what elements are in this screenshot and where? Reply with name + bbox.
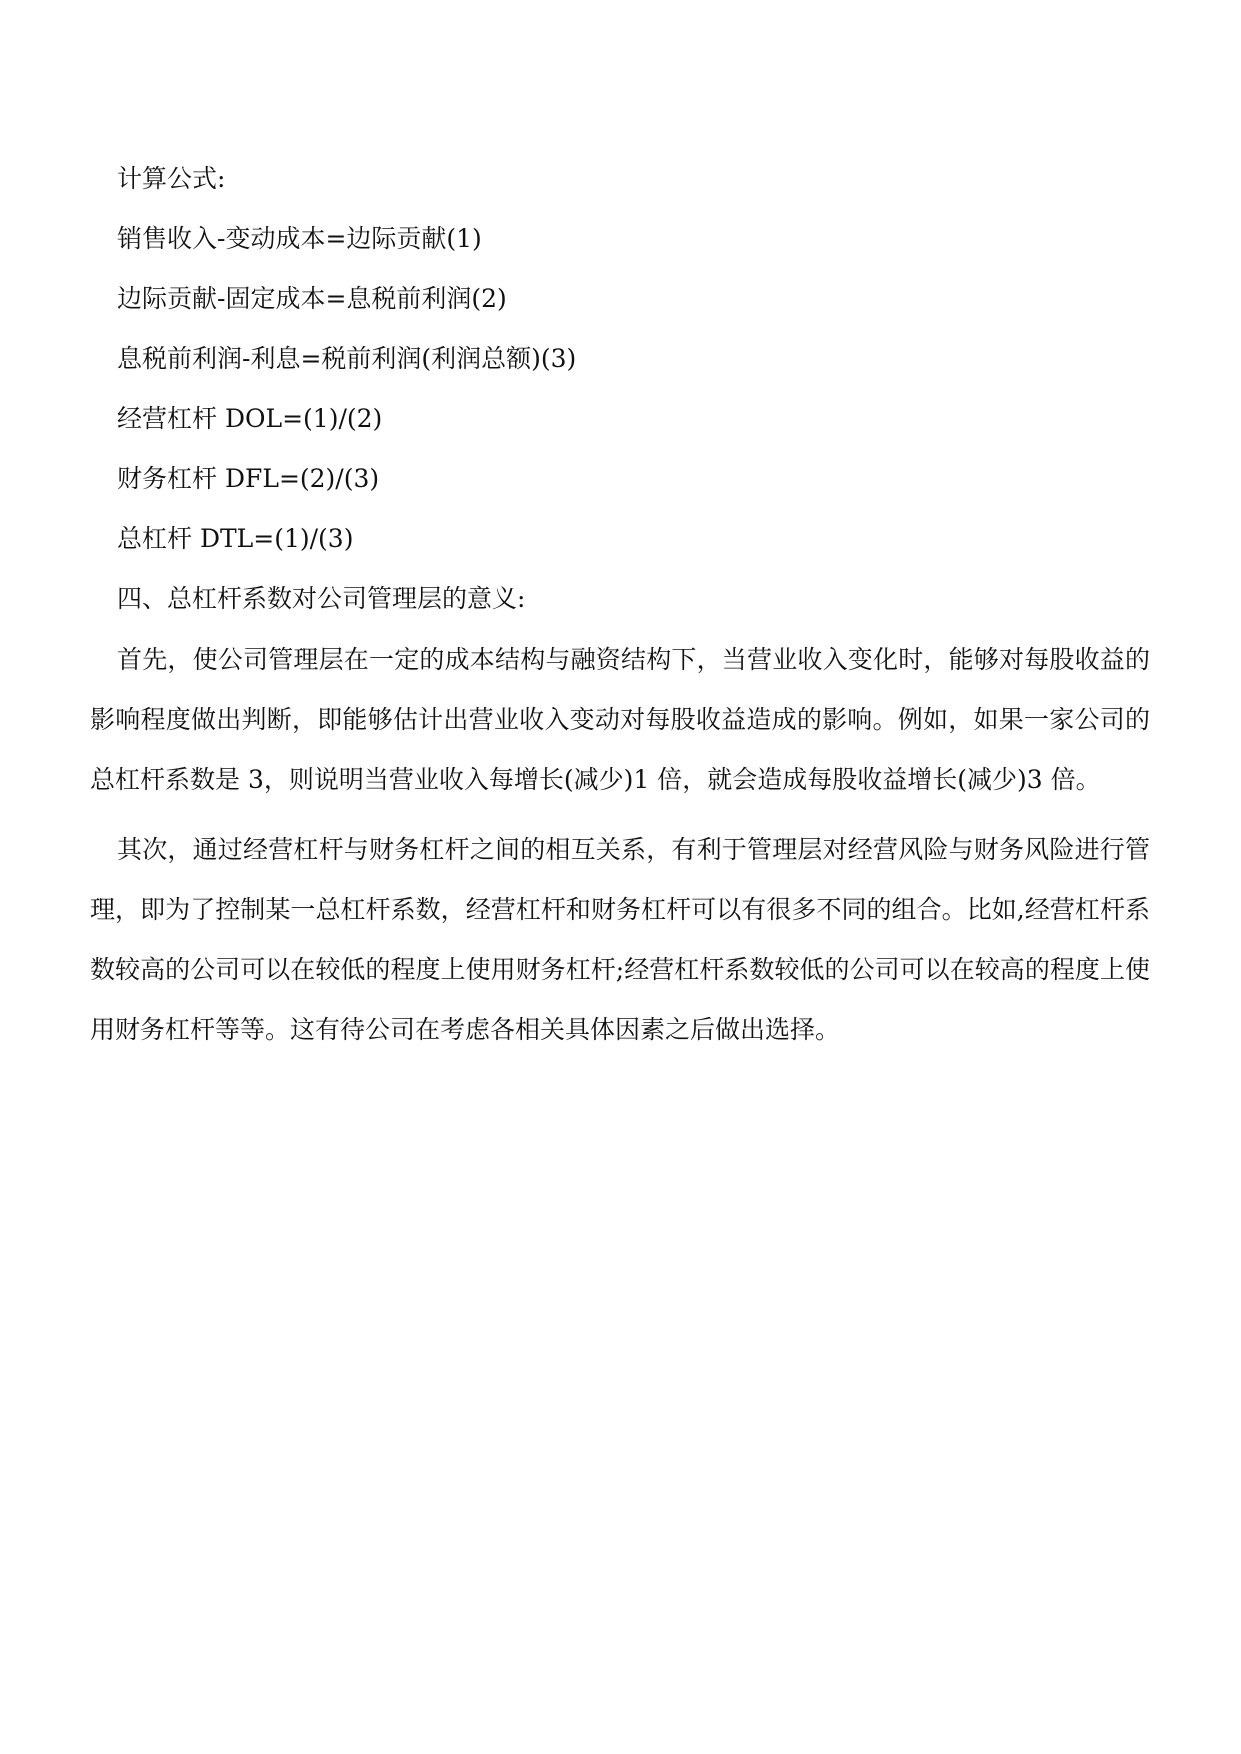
formula-line-dol: 经营杠杆 DOL=(1)/(2) bbox=[117, 404, 383, 433]
formula-line-pretax-profit: 息税前利润-利息=税前利润(利润总额)(3) bbox=[117, 344, 577, 373]
formula-line-dfl: 财务杠杆 DFL=(2)/(3) bbox=[117, 464, 380, 493]
formula-line-contribution-margin: 销售收入-变动成本=边际贡献(1) bbox=[117, 224, 482, 253]
formula-line-dtl: 总杠杆 DTL=(1)/(3) bbox=[117, 524, 354, 553]
document-body bbox=[90, 160, 1150, 1060]
formula-heading: 计算公式: bbox=[117, 164, 226, 193]
paragraph-first: 首先，使公司管理层在一定的成本结构与融资结构下，当营业收入变化时，能够对每股收益的影响程度做出判断，即能够估计出营业收入变动对每股收益造成的影响。例如，如果一家公司的总杠杆系数是 3，则说明当营业收入每增长(减少)1 倍，就会造成每股收益增长(减少)3 倍。 bbox=[90, 645, 1150, 794]
paragraph-second: 其次，通过经营杠杆与财务杠杆之间的相互关系，有利于管理层对经营风险与财务风险进行管理，即为了控制某一总杠杆系数，经营杠杆和财务杠杆可以有很多不同的组合。比如,经营杠杆系数较高的公司可以在较低的程度上使用财务杠杆;经营杠杆系数较低的公司可以在较高的程度上使用财务杠杆等等。这有待公司在考虑各相关具体因素之后做出选择。 bbox=[90, 835, 1150, 1044]
section-heading-four: 四、总杠杆系数对公司管理层的意义: bbox=[117, 584, 526, 613]
formula-line-ebit: 边际贡献-固定成本=息税前利润(2) bbox=[117, 284, 507, 313]
